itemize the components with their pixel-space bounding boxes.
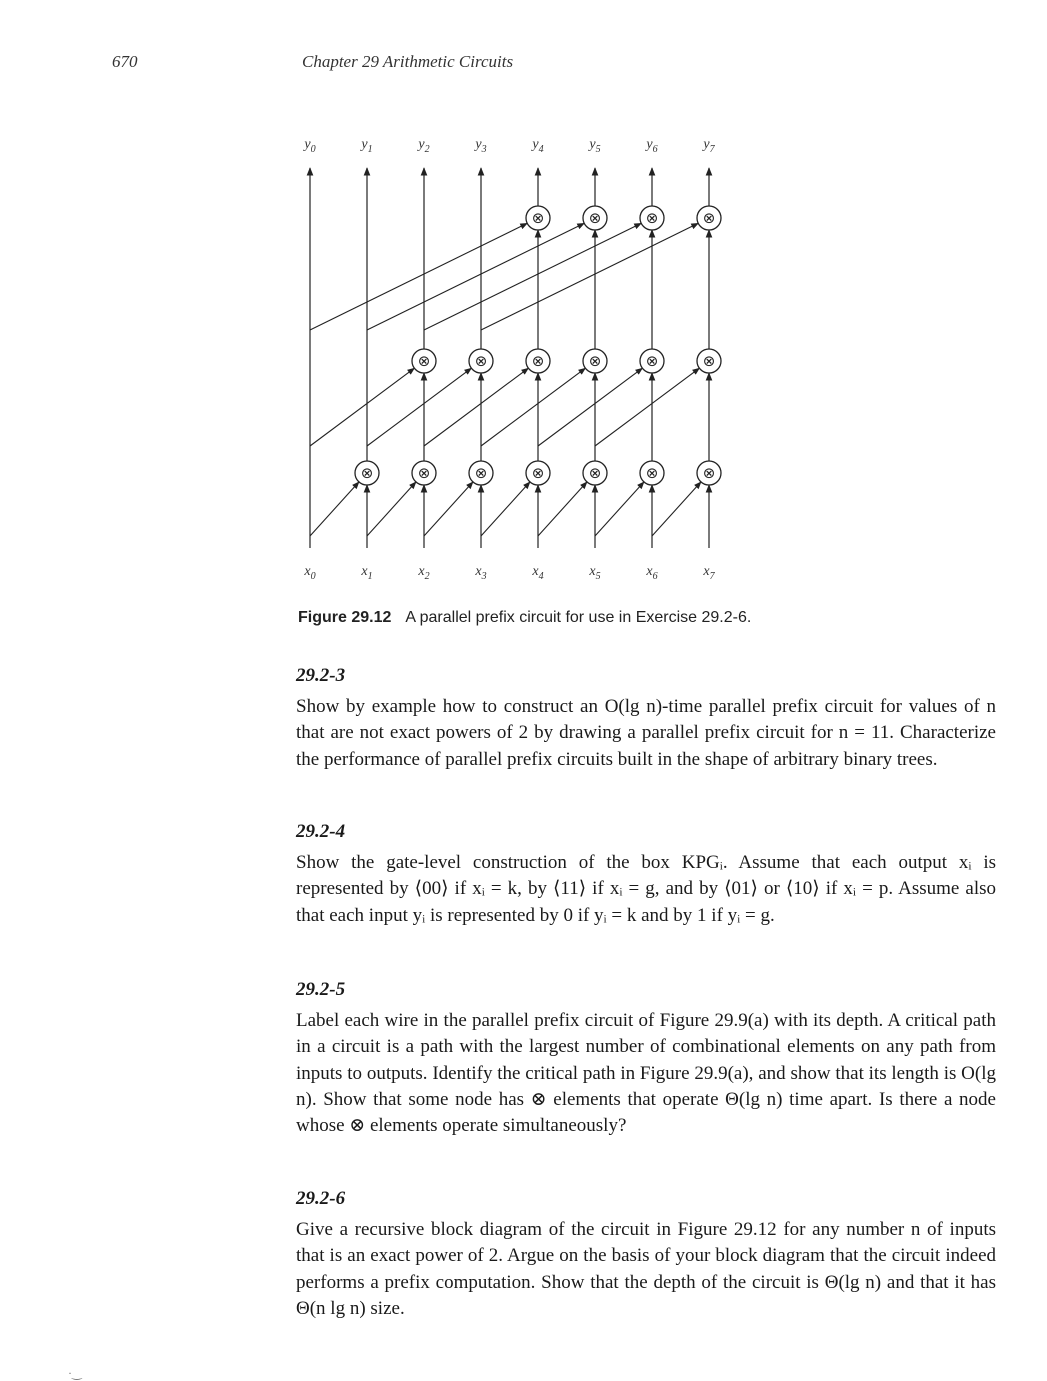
operator-symbol: ⊗ xyxy=(702,209,716,227)
operator-symbol: ⊗ xyxy=(417,352,431,370)
operator-node xyxy=(469,461,493,485)
operator-node xyxy=(526,206,550,230)
exercise-text: Show the gate-level construction of the box KPGᵢ. Assume that each output xᵢ is represented by ⟨00⟩ if xᵢ = k, by ⟨11⟩ if xᵢ = g, and by ⟨01⟩ or ⟨10⟩ if xᵢ = p. Assume also that each input yᵢ is represented by 0 if yᵢ = k and by 1 if yᵢ = g. xyxy=(296,852,996,926)
operator-symbol: ⊗ xyxy=(417,464,431,482)
output-label: $y_0$ xyxy=(304,137,316,155)
operator-node xyxy=(526,461,550,485)
exercise-number: 29.2-6 xyxy=(296,1188,346,1209)
operator-symbol: ⊗ xyxy=(645,209,659,227)
diagonal-wire xyxy=(595,368,699,446)
exercise-text: Show by example how to construct an O(lg n)-time parallel prefix circuit for values of n that are not exact powers of 2 by drawing a parallel prefix circuit for n = 11. Characterize the performance of parallel prefix circuits built in the shape of arbitrary binary trees. xyxy=(296,696,996,770)
exercise-29-2-5 xyxy=(296,978,996,1139)
operator-node xyxy=(355,461,379,485)
output-label: $y_4$ xyxy=(532,137,544,155)
diagonal-wire xyxy=(310,482,359,536)
diagonal-wire xyxy=(538,482,587,536)
operator-node xyxy=(583,461,607,485)
diagonal-wire xyxy=(310,223,527,330)
parallel-prefix-circuit-figure xyxy=(280,128,750,598)
running-head xyxy=(112,52,812,76)
diagonal-wire xyxy=(481,368,585,446)
chapter-title: Chapter 29 Arithmetic Circuits xyxy=(302,52,514,71)
input-label: $x_4$ xyxy=(532,564,544,582)
operator-node xyxy=(583,349,607,373)
input-label: $x_0$ xyxy=(304,564,316,582)
input-label: $x_3$ xyxy=(475,564,487,582)
operator-node xyxy=(640,349,664,373)
operator-symbol: ⊗ xyxy=(531,352,545,370)
output-label: $y_6$ xyxy=(646,137,658,155)
figure-caption-text: A parallel prefix circuit for use in Exercise 29.2-6. xyxy=(405,609,752,626)
operator-symbol: ⊗ xyxy=(360,464,374,482)
exercise-number: 29.2-3 xyxy=(296,665,346,686)
operator-symbol: ⊗ xyxy=(645,464,659,482)
operator-node xyxy=(469,349,493,373)
operator-symbol: ⊗ xyxy=(474,352,488,370)
input-label: $x_6$ xyxy=(646,564,658,582)
operator-symbol: ⊗ xyxy=(645,352,659,370)
operator-node xyxy=(640,206,664,230)
operator-node xyxy=(412,461,436,485)
output-label: $y_3$ xyxy=(475,137,487,155)
diagonal-wire xyxy=(424,368,528,446)
scan-mark: ·‿ xyxy=(68,1366,82,1380)
output-label: $y_2$ xyxy=(418,137,430,155)
input-label: $x_5$ xyxy=(589,564,601,582)
output-label: $y_5$ xyxy=(589,137,601,155)
exercise-number: 29.2-5 xyxy=(296,979,346,1000)
exercise-29-2-4 xyxy=(296,820,996,929)
operator-symbol: ⊗ xyxy=(531,464,545,482)
diagonal-wire xyxy=(310,368,414,446)
operator-symbol: ⊗ xyxy=(702,464,716,482)
figure-caption-label: Figure 29.12 xyxy=(298,609,392,626)
operator-node xyxy=(640,461,664,485)
diagonal-wire xyxy=(367,368,471,446)
diagonal-wire xyxy=(481,482,530,536)
diagonal-wire xyxy=(652,482,701,536)
diagonal-wire xyxy=(367,223,584,330)
exercise-text: Give a recursive block diagram of the circuit in Figure 29.12 for any number n of inputs that is an exact power of 2. Argue on the basis of your block diagram that the circuit indeed performs a prefix computation. Show that the depth of the circuit is Θ(lg n) and that it has Θ(n lg n) size. xyxy=(296,1219,996,1319)
output-label: $y_1$ xyxy=(361,137,373,155)
exercise-text: Label each wire in the parallel prefix circuit of Figure 29.9(a) with its depth. A critical path in a circuit is a path with the largest number of combinational elements on any path from inputs to outputs. Identify the critical path in Figure 29.9(a), and show that its length is O(lg n). Show that some node has ⊗ elements that operate Θ(lg n) time apart. Is there a node whose ⊗ elements operate simultaneously? xyxy=(296,1010,996,1137)
operator-symbol: ⊗ xyxy=(588,209,602,227)
operator-symbol: ⊗ xyxy=(588,464,602,482)
diagonal-wire xyxy=(367,482,416,536)
output-label: $y_7$ xyxy=(703,137,715,155)
operator-node xyxy=(583,206,607,230)
operator-node xyxy=(412,349,436,373)
operator-symbol: ⊗ xyxy=(474,464,488,482)
operator-symbol: ⊗ xyxy=(531,209,545,227)
figure-caption xyxy=(298,609,751,627)
diagonal-wire xyxy=(424,482,473,536)
operator-node xyxy=(697,206,721,230)
operator-node xyxy=(697,349,721,373)
operator-symbol: ⊗ xyxy=(702,352,716,370)
input-label: $x_2$ xyxy=(418,564,430,582)
exercise-29-2-3 xyxy=(296,664,996,773)
input-label: $x_1$ xyxy=(361,564,373,582)
page-number: 670 xyxy=(112,52,138,71)
input-label: $x_7$ xyxy=(703,564,715,582)
diagonal-wire xyxy=(595,482,644,536)
exercise-number: 29.2-4 xyxy=(296,821,346,842)
diagonal-wire xyxy=(481,223,698,330)
operator-node xyxy=(526,349,550,373)
operator-node xyxy=(697,461,721,485)
diagonal-wire xyxy=(538,368,642,446)
operator-symbol: ⊗ xyxy=(588,352,602,370)
diagonal-wire xyxy=(424,223,641,330)
exercise-29-2-6 xyxy=(296,1187,996,1322)
